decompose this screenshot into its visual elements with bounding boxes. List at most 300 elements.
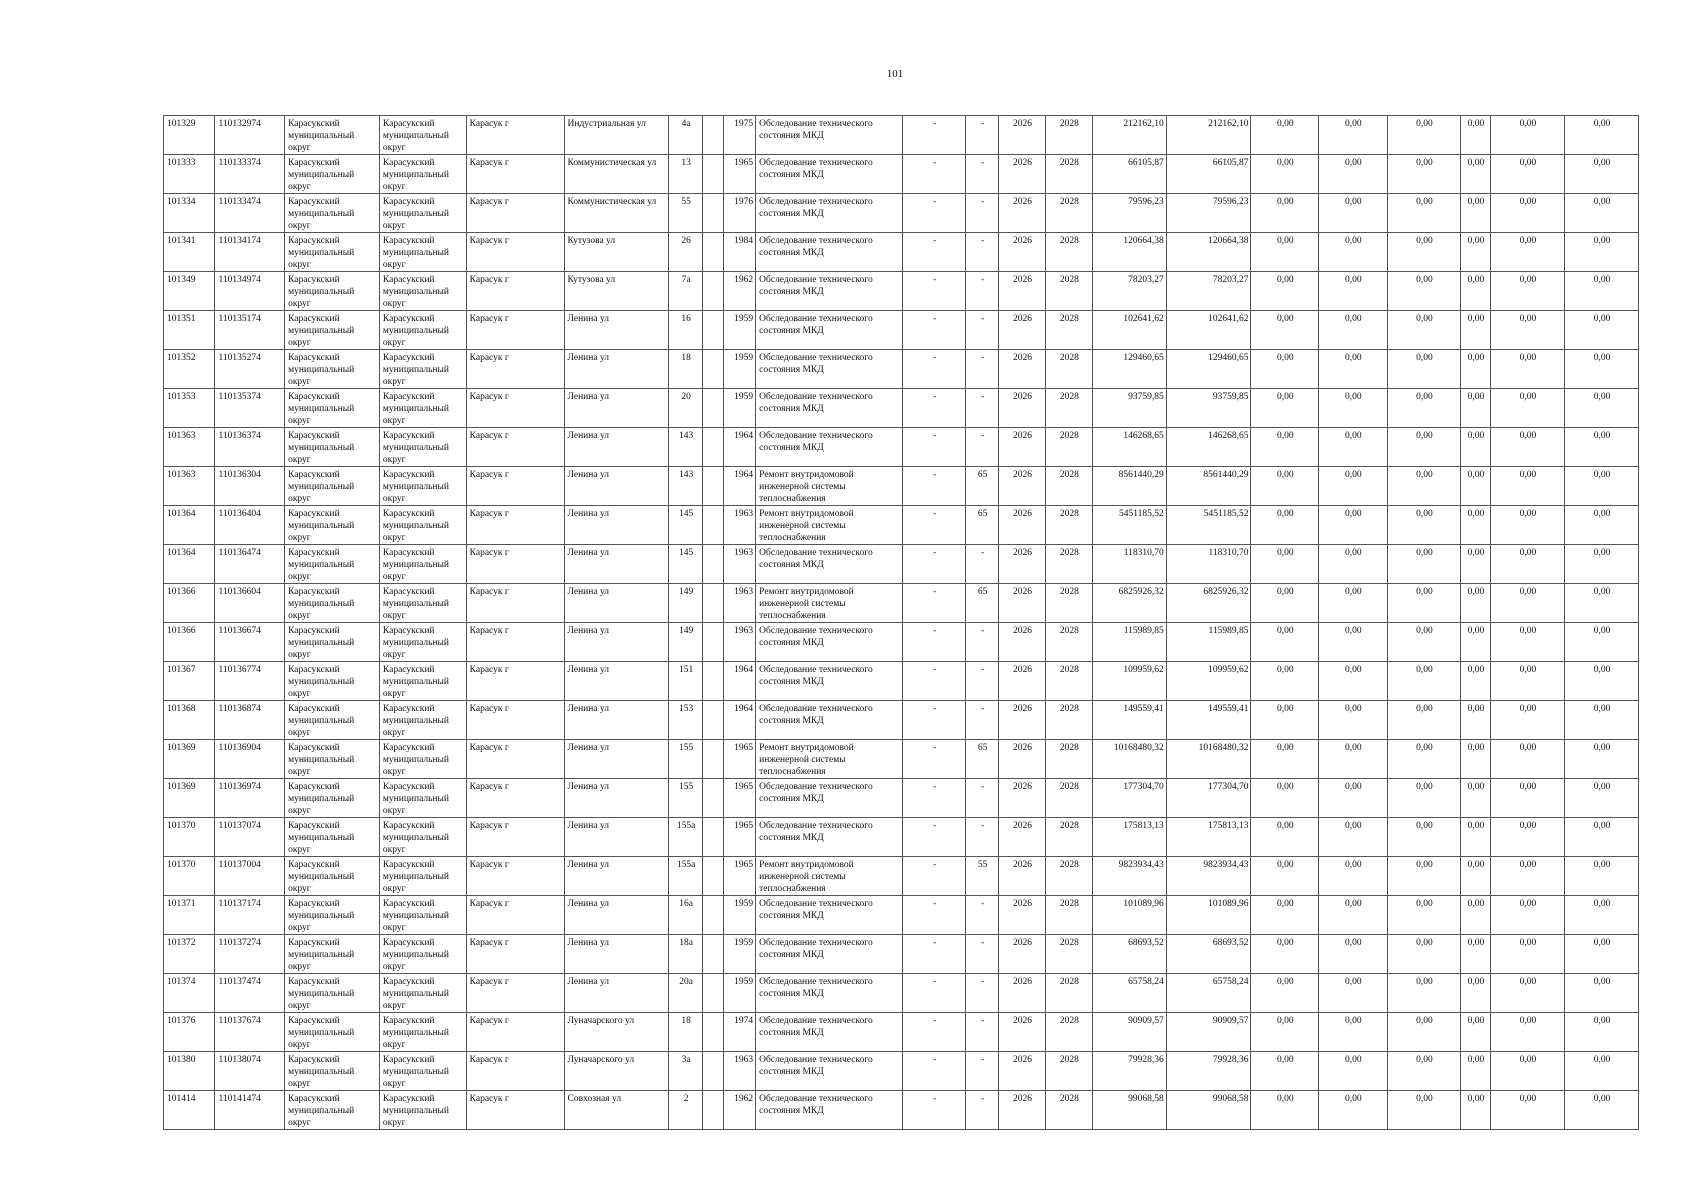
- cell-object-code: 110136774: [215, 662, 285, 701]
- cell-amount-6: 0,00: [1565, 350, 1639, 389]
- cell-settlement-district: Карасукский муниципальный округ: [379, 740, 466, 779]
- cell-street: Ленина ул: [564, 623, 669, 662]
- cell-work-type: Обследование технического состояния МКД: [756, 1052, 903, 1091]
- cell-municipality: Карасукский муниципальный округ: [285, 896, 380, 935]
- cell-value-a: -: [903, 389, 966, 428]
- cell-start-year: 2026: [999, 701, 1045, 740]
- cell-total-cost: 129460,65: [1093, 350, 1167, 389]
- cell-municipality: Карасукский муниципальный округ: [285, 272, 380, 311]
- cell-amount-6: 0,00: [1565, 584, 1639, 623]
- cell-locality: Карасук г: [466, 701, 564, 740]
- cell-locality: Карасук г: [466, 857, 564, 896]
- table-row: [164, 545, 1639, 584]
- cell-record-id: 101366: [164, 584, 215, 623]
- cell-amount-2: 0,00: [1319, 350, 1388, 389]
- cell-value-b: -: [966, 116, 999, 155]
- cell-work-type: Обследование технического состояния МКД: [756, 311, 903, 350]
- cell-work-type: Ремонт внутридомовой инженерной системы теплоснабжения: [756, 740, 903, 779]
- cell-object-code: 110137004: [215, 857, 285, 896]
- cell-fund-cost: 129460,65: [1166, 350, 1251, 389]
- cell-end-year: 2028: [1045, 662, 1092, 701]
- cell-amount-5: 0,00: [1490, 662, 1565, 701]
- cell-amount-3: 0,00: [1387, 1013, 1461, 1052]
- cell-locality: Карасук г: [466, 311, 564, 350]
- cell-settlement-district: Карасукский муниципальный округ: [379, 1091, 466, 1130]
- cell-amount-4: 0,00: [1461, 467, 1490, 506]
- cell-record-id: 101367: [164, 662, 215, 701]
- cell-fund-cost: 115989,85: [1166, 623, 1251, 662]
- cell-end-year: 2028: [1045, 623, 1092, 662]
- cell-total-cost: 90909,57: [1093, 1013, 1167, 1052]
- cell-house-number: 155: [669, 740, 702, 779]
- cell-building-letter: [702, 662, 723, 701]
- cell-amount-6: 0,00: [1565, 701, 1639, 740]
- cell-start-year: 2026: [999, 1013, 1045, 1052]
- cell-value-a: -: [903, 272, 966, 311]
- cell-work-type: Обследование технического состояния МКД: [756, 428, 903, 467]
- cell-municipality: Карасукский муниципальный округ: [285, 1091, 380, 1130]
- cell-work-type: Обследование технического состояния МКД: [756, 272, 903, 311]
- cell-value-b: 65: [966, 740, 999, 779]
- cell-object-code: 110137074: [215, 818, 285, 857]
- cell-total-cost: 5451185,52: [1093, 506, 1167, 545]
- cell-street: Ленина ул: [564, 935, 669, 974]
- cell-start-year: 2026: [999, 116, 1045, 155]
- cell-amount-2: 0,00: [1319, 623, 1388, 662]
- cell-value-a: -: [903, 155, 966, 194]
- cell-amount-4: 0,00: [1461, 623, 1490, 662]
- cell-house-number: 26: [669, 233, 702, 272]
- cell-fund-cost: 78203,27: [1166, 272, 1251, 311]
- cell-value-b: 65: [966, 506, 999, 545]
- cell-house-number: 145: [669, 506, 702, 545]
- cell-amount-1: 0,00: [1251, 623, 1319, 662]
- cell-total-cost: 79928,36: [1093, 1052, 1167, 1091]
- cell-record-id: 101374: [164, 974, 215, 1013]
- cell-building-letter: [702, 389, 723, 428]
- cell-fund-cost: 120664,38: [1166, 233, 1251, 272]
- cell-amount-3: 0,00: [1387, 272, 1461, 311]
- cell-build-year: 1965: [723, 818, 755, 857]
- cell-work-type: Обследование технического состояния МКД: [756, 701, 903, 740]
- table-row: [164, 194, 1639, 233]
- cell-start-year: 2026: [999, 1091, 1045, 1130]
- cell-building-letter: [702, 1013, 723, 1052]
- cell-build-year: 1965: [723, 740, 755, 779]
- cell-building-letter: [702, 350, 723, 389]
- cell-locality: Карасук г: [466, 1091, 564, 1130]
- cell-total-cost: 120664,38: [1093, 233, 1167, 272]
- cell-house-number: 16: [669, 311, 702, 350]
- cell-amount-5: 0,00: [1490, 389, 1565, 428]
- cell-value-a: -: [903, 818, 966, 857]
- cell-work-type: Обследование технического состояния МКД: [756, 155, 903, 194]
- cell-value-a: -: [903, 116, 966, 155]
- cell-value-b: -: [966, 779, 999, 818]
- cell-amount-6: 0,00: [1565, 896, 1639, 935]
- cell-fund-cost: 149559,41: [1166, 701, 1251, 740]
- cell-amount-3: 0,00: [1387, 389, 1461, 428]
- cell-build-year: 1965: [723, 857, 755, 896]
- cell-house-number: 55: [669, 194, 702, 233]
- cell-amount-4: 0,00: [1461, 779, 1490, 818]
- cell-record-id: 101341: [164, 233, 215, 272]
- cell-value-a: -: [903, 623, 966, 662]
- cell-amount-4: 0,00: [1461, 155, 1490, 194]
- capital-repair-table: [163, 115, 1639, 1130]
- table-row: [164, 623, 1639, 662]
- cell-build-year: 1964: [723, 701, 755, 740]
- cell-building-letter: [702, 272, 723, 311]
- cell-municipality: Карасукский муниципальный округ: [285, 857, 380, 896]
- cell-end-year: 2028: [1045, 350, 1092, 389]
- cell-amount-3: 0,00: [1387, 701, 1461, 740]
- cell-value-b: -: [966, 428, 999, 467]
- cell-amount-1: 0,00: [1251, 389, 1319, 428]
- cell-record-id: 101363: [164, 428, 215, 467]
- cell-amount-3: 0,00: [1387, 935, 1461, 974]
- cell-record-id: 101414: [164, 1091, 215, 1130]
- cell-street: Кутузова ул: [564, 272, 669, 311]
- cell-start-year: 2026: [999, 584, 1045, 623]
- cell-start-year: 2026: [999, 818, 1045, 857]
- cell-amount-5: 0,00: [1490, 740, 1565, 779]
- cell-value-a: -: [903, 779, 966, 818]
- cell-street: Ленина ул: [564, 779, 669, 818]
- cell-amount-6: 0,00: [1565, 662, 1639, 701]
- cell-value-b: -: [966, 545, 999, 584]
- cell-object-code: 110137174: [215, 896, 285, 935]
- cell-building-letter: [702, 974, 723, 1013]
- cell-value-b: -: [966, 974, 999, 1013]
- cell-building-letter: [702, 779, 723, 818]
- cell-object-code: 110132974: [215, 116, 285, 155]
- cell-amount-4: 0,00: [1461, 701, 1490, 740]
- cell-object-code: 110136474: [215, 545, 285, 584]
- cell-work-type: Ремонт внутридомовой инженерной системы теплоснабжения: [756, 584, 903, 623]
- cell-locality: Карасук г: [466, 428, 564, 467]
- cell-locality: Карасук г: [466, 623, 564, 662]
- cell-value-a: -: [903, 896, 966, 935]
- cell-build-year: 1963: [723, 506, 755, 545]
- cell-object-code: 110137474: [215, 974, 285, 1013]
- cell-settlement-district: Карасукский муниципальный округ: [379, 779, 466, 818]
- cell-amount-3: 0,00: [1387, 116, 1461, 155]
- cell-house-number: 143: [669, 467, 702, 506]
- cell-record-id: 101372: [164, 935, 215, 974]
- cell-build-year: 1963: [723, 584, 755, 623]
- cell-amount-1: 0,00: [1251, 818, 1319, 857]
- cell-settlement-district: Карасукский муниципальный округ: [379, 389, 466, 428]
- cell-amount-2: 0,00: [1319, 935, 1388, 974]
- cell-amount-6: 0,00: [1565, 311, 1639, 350]
- cell-amount-5: 0,00: [1490, 194, 1565, 233]
- cell-end-year: 2028: [1045, 233, 1092, 272]
- cell-street: Ленина ул: [564, 584, 669, 623]
- cell-value-b: 65: [966, 467, 999, 506]
- cell-municipality: Карасукский муниципальный округ: [285, 506, 380, 545]
- cell-end-year: 2028: [1045, 506, 1092, 545]
- cell-value-a: -: [903, 1091, 966, 1130]
- cell-value-b: -: [966, 350, 999, 389]
- cell-street: Ленина ул: [564, 701, 669, 740]
- cell-value-a: -: [903, 545, 966, 584]
- table-row: [164, 818, 1639, 857]
- cell-amount-6: 0,00: [1565, 818, 1639, 857]
- cell-work-type: Обследование технического состояния МКД: [756, 623, 903, 662]
- cell-fund-cost: 79928,36: [1166, 1052, 1251, 1091]
- table-row: [164, 1091, 1639, 1130]
- cell-amount-4: 0,00: [1461, 506, 1490, 545]
- cell-build-year: 1976: [723, 194, 755, 233]
- cell-amount-2: 0,00: [1319, 584, 1388, 623]
- cell-build-year: 1963: [723, 1052, 755, 1091]
- cell-building-letter: [702, 701, 723, 740]
- cell-amount-5: 0,00: [1490, 545, 1565, 584]
- cell-work-type: Обследование технического состояния МКД: [756, 233, 903, 272]
- cell-amount-1: 0,00: [1251, 662, 1319, 701]
- cell-settlement-district: Карасукский муниципальный округ: [379, 662, 466, 701]
- table-row: [164, 662, 1639, 701]
- cell-settlement-district: Карасукский муниципальный округ: [379, 1013, 466, 1052]
- cell-record-id: 101333: [164, 155, 215, 194]
- cell-value-b: -: [966, 818, 999, 857]
- cell-street: Ленина ул: [564, 311, 669, 350]
- cell-amount-2: 0,00: [1319, 896, 1388, 935]
- cell-value-a: -: [903, 935, 966, 974]
- cell-work-type: Обследование технического состояния МКД: [756, 389, 903, 428]
- cell-amount-3: 0,00: [1387, 584, 1461, 623]
- cell-municipality: Карасукский муниципальный округ: [285, 428, 380, 467]
- cell-total-cost: 99068,58: [1093, 1091, 1167, 1130]
- cell-start-year: 2026: [999, 428, 1045, 467]
- cell-total-cost: 101089,96: [1093, 896, 1167, 935]
- cell-amount-5: 0,00: [1490, 974, 1565, 1013]
- cell-work-type: Обследование технического состояния МКД: [756, 935, 903, 974]
- cell-municipality: Карасукский муниципальный округ: [285, 155, 380, 194]
- cell-object-code: 110136604: [215, 584, 285, 623]
- cell-street: Коммунистическая ул: [564, 155, 669, 194]
- cell-end-year: 2028: [1045, 1013, 1092, 1052]
- cell-amount-2: 0,00: [1319, 662, 1388, 701]
- cell-building-letter: [702, 584, 723, 623]
- cell-locality: Карасук г: [466, 467, 564, 506]
- cell-amount-6: 0,00: [1565, 467, 1639, 506]
- cell-start-year: 2026: [999, 974, 1045, 1013]
- cell-start-year: 2026: [999, 1052, 1045, 1091]
- cell-amount-6: 0,00: [1565, 857, 1639, 896]
- cell-work-type: Обследование технического состояния МКД: [756, 1091, 903, 1130]
- cell-total-cost: 212162,10: [1093, 116, 1167, 155]
- cell-record-id: 101369: [164, 779, 215, 818]
- cell-total-cost: 146268,65: [1093, 428, 1167, 467]
- cell-work-type: Обследование технического состояния МКД: [756, 662, 903, 701]
- cell-street: Ленина ул: [564, 896, 669, 935]
- cell-amount-2: 0,00: [1319, 545, 1388, 584]
- cell-work-type: Обследование технического состояния МКД: [756, 1013, 903, 1052]
- cell-work-type: Обследование технического состояния МКД: [756, 545, 903, 584]
- cell-municipality: Карасукский муниципальный округ: [285, 1013, 380, 1052]
- cell-street: Ленина ул: [564, 662, 669, 701]
- cell-amount-1: 0,00: [1251, 740, 1319, 779]
- cell-house-number: 2: [669, 1091, 702, 1130]
- cell-settlement-district: Карасукский муниципальный округ: [379, 701, 466, 740]
- cell-build-year: 1963: [723, 545, 755, 584]
- cell-amount-2: 0,00: [1319, 272, 1388, 311]
- cell-building-letter: [702, 1091, 723, 1130]
- cell-object-code: 110135374: [215, 389, 285, 428]
- cell-amount-3: 0,00: [1387, 623, 1461, 662]
- cell-municipality: Карасукский муниципальный округ: [285, 701, 380, 740]
- cell-amount-4: 0,00: [1461, 350, 1490, 389]
- cell-value-a: -: [903, 662, 966, 701]
- cell-record-id: 101364: [164, 506, 215, 545]
- cell-end-year: 2028: [1045, 935, 1092, 974]
- cell-amount-2: 0,00: [1319, 974, 1388, 1013]
- cell-house-number: 18: [669, 1013, 702, 1052]
- cell-amount-6: 0,00: [1565, 935, 1639, 974]
- cell-end-year: 2028: [1045, 1052, 1092, 1091]
- cell-amount-4: 0,00: [1461, 857, 1490, 896]
- cell-locality: Карасук г: [466, 389, 564, 428]
- cell-municipality: Карасукский муниципальный округ: [285, 545, 380, 584]
- cell-fund-cost: 177304,70: [1166, 779, 1251, 818]
- table-row: [164, 974, 1639, 1013]
- cell-start-year: 2026: [999, 194, 1045, 233]
- cell-build-year: 1964: [723, 662, 755, 701]
- cell-object-code: 110141474: [215, 1091, 285, 1130]
- cell-amount-4: 0,00: [1461, 974, 1490, 1013]
- cell-end-year: 2028: [1045, 428, 1092, 467]
- cell-value-a: -: [903, 350, 966, 389]
- cell-end-year: 2028: [1045, 545, 1092, 584]
- cell-municipality: Карасукский муниципальный округ: [285, 935, 380, 974]
- cell-value-b: -: [966, 701, 999, 740]
- cell-house-number: 149: [669, 584, 702, 623]
- cell-start-year: 2026: [999, 233, 1045, 272]
- cell-settlement-district: Карасукский муниципальный округ: [379, 623, 466, 662]
- cell-work-type: Обследование технического состояния МКД: [756, 896, 903, 935]
- table-body: [164, 116, 1639, 1130]
- cell-record-id: 101380: [164, 1052, 215, 1091]
- cell-settlement-district: Карасукский муниципальный округ: [379, 155, 466, 194]
- table-row: [164, 701, 1639, 740]
- cell-street: Луначарского ул: [564, 1013, 669, 1052]
- cell-settlement-district: Карасукский муниципальный округ: [379, 506, 466, 545]
- cell-end-year: 2028: [1045, 467, 1092, 506]
- cell-value-b: -: [966, 1091, 999, 1130]
- cell-record-id: 101364: [164, 545, 215, 584]
- cell-settlement-district: Карасукский муниципальный округ: [379, 818, 466, 857]
- cell-amount-1: 0,00: [1251, 155, 1319, 194]
- cell-amount-4: 0,00: [1461, 545, 1490, 584]
- cell-start-year: 2026: [999, 155, 1045, 194]
- cell-house-number: 13: [669, 155, 702, 194]
- cell-object-code: 110134974: [215, 272, 285, 311]
- cell-object-code: 110137674: [215, 1013, 285, 1052]
- cell-locality: Карасук г: [466, 740, 564, 779]
- cell-amount-4: 0,00: [1461, 935, 1490, 974]
- cell-fund-cost: 79596,23: [1166, 194, 1251, 233]
- cell-amount-6: 0,00: [1565, 428, 1639, 467]
- cell-value-b: -: [966, 623, 999, 662]
- cell-amount-1: 0,00: [1251, 311, 1319, 350]
- cell-amount-2: 0,00: [1319, 116, 1388, 155]
- cell-record-id: 101363: [164, 467, 215, 506]
- cell-fund-cost: 101089,96: [1166, 896, 1251, 935]
- cell-amount-5: 0,00: [1490, 116, 1565, 155]
- cell-end-year: 2028: [1045, 584, 1092, 623]
- cell-amount-6: 0,00: [1565, 974, 1639, 1013]
- cell-value-b: -: [966, 1013, 999, 1052]
- cell-amount-1: 0,00: [1251, 428, 1319, 467]
- table-row: [164, 740, 1639, 779]
- cell-value-b: -: [966, 155, 999, 194]
- cell-municipality: Карасукский муниципальный округ: [285, 1052, 380, 1091]
- cell-amount-6: 0,00: [1565, 194, 1639, 233]
- cell-locality: Карасук г: [466, 818, 564, 857]
- cell-amount-4: 0,00: [1461, 1091, 1490, 1130]
- cell-fund-cost: 68693,52: [1166, 935, 1251, 974]
- cell-record-id: 101370: [164, 857, 215, 896]
- cell-build-year: 1984: [723, 233, 755, 272]
- cell-amount-3: 0,00: [1387, 1091, 1461, 1130]
- cell-build-year: 1964: [723, 467, 755, 506]
- cell-object-code: 110136674: [215, 623, 285, 662]
- cell-amount-4: 0,00: [1461, 428, 1490, 467]
- cell-amount-5: 0,00: [1490, 818, 1565, 857]
- cell-municipality: Карасукский муниципальный округ: [285, 662, 380, 701]
- cell-building-letter: [702, 233, 723, 272]
- cell-start-year: 2026: [999, 662, 1045, 701]
- cell-amount-5: 0,00: [1490, 272, 1565, 311]
- cell-building-letter: [702, 935, 723, 974]
- cell-street: Совхозная ул: [564, 1091, 669, 1130]
- cell-total-cost: 78203,27: [1093, 272, 1167, 311]
- cell-value-b: -: [966, 662, 999, 701]
- cell-amount-1: 0,00: [1251, 545, 1319, 584]
- cell-building-letter: [702, 428, 723, 467]
- cell-fund-cost: 6825926,32: [1166, 584, 1251, 623]
- cell-locality: Карасук г: [466, 545, 564, 584]
- cell-amount-6: 0,00: [1565, 545, 1639, 584]
- cell-house-number: 151: [669, 662, 702, 701]
- cell-amount-4: 0,00: [1461, 818, 1490, 857]
- cell-fund-cost: 102641,62: [1166, 311, 1251, 350]
- page-number: 101: [886, 68, 904, 80]
- cell-build-year: 1965: [723, 779, 755, 818]
- cell-work-type: Обследование технического состояния МКД: [756, 116, 903, 155]
- cell-locality: Карасук г: [466, 1013, 564, 1052]
- cell-building-letter: [702, 545, 723, 584]
- cell-locality: Карасук г: [466, 896, 564, 935]
- cell-start-year: 2026: [999, 740, 1045, 779]
- cell-amount-6: 0,00: [1565, 1091, 1639, 1130]
- cell-amount-3: 0,00: [1387, 662, 1461, 701]
- cell-municipality: Карасукский муниципальный округ: [285, 233, 380, 272]
- cell-settlement-district: Карасукский муниципальный округ: [379, 857, 466, 896]
- cell-object-code: 110137274: [215, 935, 285, 974]
- table-row: [164, 857, 1639, 896]
- cell-value-a: -: [903, 740, 966, 779]
- cell-settlement-district: Карасукский муниципальный округ: [379, 584, 466, 623]
- cell-build-year: 1959: [723, 389, 755, 428]
- cell-work-type: Обследование технического состояния МКД: [756, 779, 903, 818]
- table-row: [164, 935, 1639, 974]
- cell-object-code: 110136374: [215, 428, 285, 467]
- cell-start-year: 2026: [999, 857, 1045, 896]
- cell-locality: Карасук г: [466, 584, 564, 623]
